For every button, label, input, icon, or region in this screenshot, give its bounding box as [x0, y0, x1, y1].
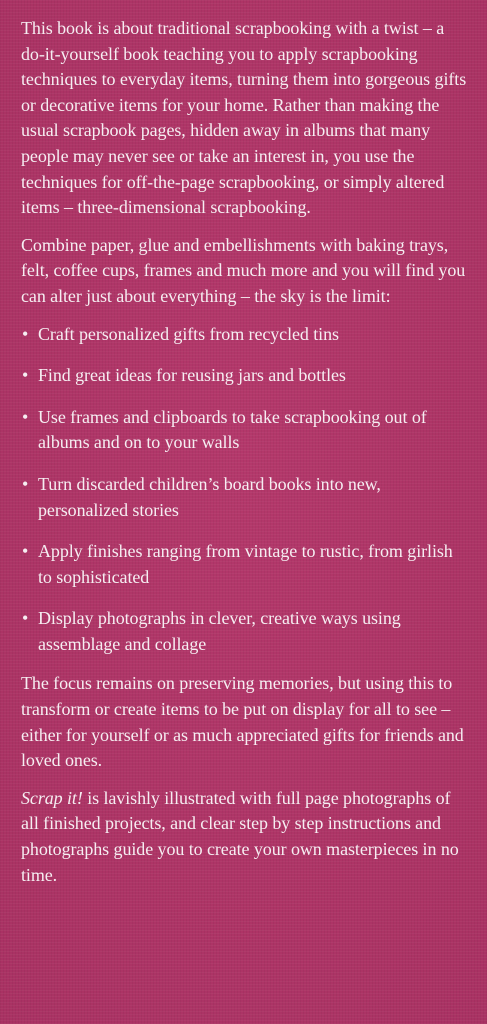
list-item	[21, 472, 467, 523]
list-item	[21, 539, 467, 590]
list-item	[21, 405, 467, 456]
bullet-icon: •	[22, 541, 29, 562]
list-item-text: Turn discarded children’s board books into new, personalized stories	[38, 473, 381, 520]
list-item-text: Display photographs in clever, creative ways using assemblage and collage	[38, 608, 401, 654]
closing-text: is lavishly illustrated with full page photographs of all finished projects, and clear step by step instructions and photographs guide you to create your own masterpieces in no time.	[21, 787, 459, 885]
book-title: Scrap it!	[21, 787, 83, 808]
list-item	[21, 606, 467, 657]
bullet-icon: •	[22, 406, 29, 427]
list-item	[21, 363, 467, 389]
feature-list	[21, 322, 467, 658]
list-item-text: Use frames and clipboards to take scrapbooking out of albums and on to your walls	[38, 406, 427, 453]
focus-paragraph: The focus remains on preserving memories, but using this to transform or create items to be put on display for all to see – either for yourself or as much appreciated gifts for friends and loved ones.	[21, 673, 464, 771]
list-item-text: Apply finishes ranging from vintage to rustic, from girlish to sophisticated	[38, 541, 453, 587]
closing-paragraph	[21, 786, 467, 888]
bullet-icon: •	[22, 323, 29, 344]
list-item	[21, 322, 467, 348]
bullet-icon: •	[22, 473, 29, 494]
list-item-text: Craft personalized gifts from recycled tins	[38, 323, 339, 344]
bullet-icon: •	[22, 365, 29, 386]
bullet-icon: •	[22, 608, 29, 629]
intro-paragraph: This book is about traditional scrapbooking with a twist – a do-it-yourself book teaching you to apply scrapbooking techniques to everyday items, turning them into gorgeous gifts or decorative items for your home. Rather than making the usual scrapbook pages, hidden away in albums that many people may never see or take an interest in, you use the techniques for off-the-page scrapbooking, or simply altered items – three-dimensional scrapbooking.	[21, 18, 467, 218]
list-item-text: Find great ideas for reusing jars and bottles	[38, 365, 346, 386]
combine-paragraph: Combine paper, glue and embellishments with baking trays, felt, coffee cups, frames and much more and you will find you can alter just about everything – the sky is the limit:	[21, 234, 466, 306]
